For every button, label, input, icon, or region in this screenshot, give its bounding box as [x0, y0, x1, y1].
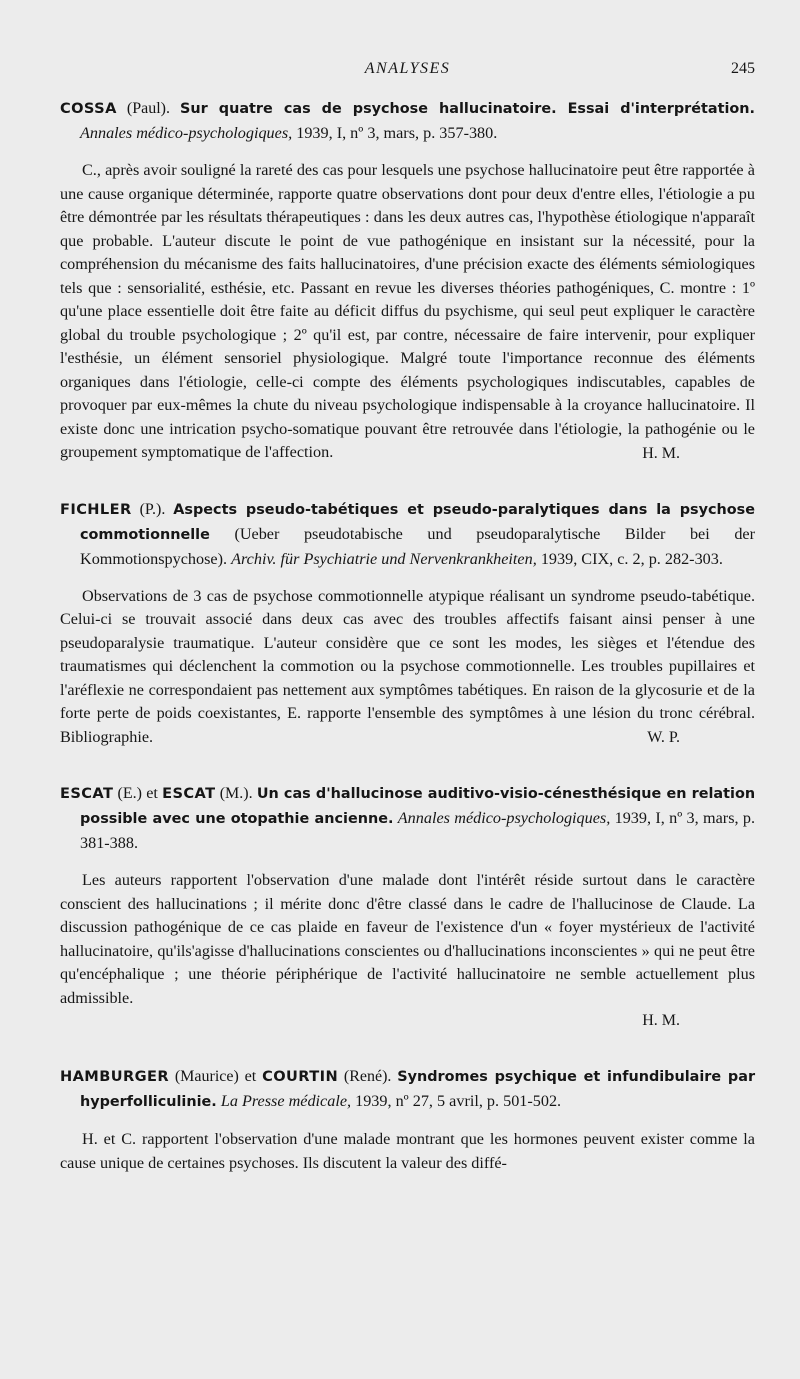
author-name: COURTIN: [262, 1068, 339, 1085]
reference: 1939, CIX, c. 2, p. 282-303.: [540, 549, 723, 568]
review-hamburger: [60, 1064, 755, 1175]
review-summary: H. et C. rapportent l'observation d'une malade montrant que les hormones peuvent exister comme la cause unique de certaines psychoses. Ils discutent la valeur des diffé-: [60, 1130, 755, 1172]
article-title: Un cas d'hallucinose auditivo-visio-cénesthésique en relation possible avec une otopathie ancienne.: [80, 786, 756, 827]
journal-name: Annales médico-psychologiques,: [80, 124, 293, 142]
author-initial: (Maurice): [174, 1068, 239, 1085]
review-summary: Les auteurs rapportent l'observation d'une malade dont l'intérêt réside surtout dans le caractère conscient des hallucinations ; il mérite donc d'être classé dans le cadre de l'hallucinose de Claude. La discussion pathogénique de ce cas plaide en faveur de l'existence d'un « foyer mystérieux de l'activité hallucinatoire, qu'ils'agisse d'hallucinations conscientes ou d'hallucinations inconscientes » qui ne peut être qu'encéphalique ; une théorie périphérique de l'activité hallucinatoire ne semble actuellement plus admissible.: [60, 871, 755, 1007]
review-summary: C., après avoir souligné la rareté des cas pour lesquels une psychose hallucinatoire peut être rapportée à une cause organique déterminée, rapporte quatre observations dont pour deux d'entre elles, l'étiologie a pu être démontrée par les résultats thérapeutiques : dans les deux autres cas, l'hypothèse étiologique n'apparaît que probable. L'auteur discute le point de vue pathogénique en insistant sur la nécessité, pour la compréhension du mécanisme des faits hallucinatoires, d'une précision exacte des éléments sémiologiques tels que : sensorialité, esthésie, etc. Passant en revue les diverses théories pathogéniques, C. montre : 1º qu'une place essentielle doit être faite au déficit diffus du psychisme, qui seul peut expliquer le caractère global du trouble psychologique ; 2º qu'il est, par contre, nécessaire de faire intervenir, pour expliquer l'esthésie, un élément sensoriel physiologique. Malgré toute l'importance reconnue des éléments organiques dans l'étiologie, celle-ci compte des éléments psychologiques indiscutables, capables de provoquer par eux-mêmes la chute du niveau psychologique indispensable à la croyance hallucinatoire. Il existe donc une intrication psycho-somatique pouvant être retrouvée dans l'étiologie, la pathogénie ou le groupement symptomatique de l'affection.: [60, 161, 755, 461]
author-initial: (Paul).: [126, 100, 170, 117]
journal-name: La Presse médicale,: [220, 1092, 352, 1110]
page-number: 245: [731, 60, 755, 77]
article-title: Syndromes psychique et infundibulaire par hyperfolliculinie.: [80, 1069, 756, 1110]
author-initial: (E.): [117, 785, 142, 802]
running-title: ANALYSES: [364, 60, 451, 77]
author-name: COSSA: [60, 100, 117, 117]
author-conjunction: et: [244, 1067, 257, 1085]
reviews-column: [60, 96, 755, 1207]
journal-name: Archiv. für Psychiatrie und Nervenkrankheiten,: [231, 549, 537, 568]
reference: 1939, nº 27, 5 avril, p. 501-502.: [355, 1092, 562, 1110]
reference: 1939, I, nº 3, mars, p. 357-380.: [296, 124, 498, 142]
citation: [60, 781, 755, 855]
author-name: ESCAT: [60, 785, 114, 802]
article-title: Aspects pseudo-tabétiques et pseudo-paralytiques dans la psychose commotionnelle: [80, 501, 755, 543]
reviewer-signature: W. P.: [647, 729, 680, 746]
citation: [60, 96, 755, 145]
author-name: HAMBURGER: [60, 1068, 170, 1085]
reviewer-signature: H. M.: [642, 444, 680, 462]
citation: [60, 1064, 755, 1114]
review-fichler: [60, 497, 755, 750]
reference: 1939, I, nº 3, mars, p. 381-388.: [80, 809, 756, 852]
author-initial: (René).: [343, 1068, 392, 1085]
journal-name: Annales médico-psychologiques,: [397, 809, 611, 827]
review-escat: [60, 781, 755, 1032]
running-head: [60, 60, 755, 84]
review-summary: Observations de 3 cas de psychose commotionnelle atypique réalisant un syndrome pseudo-tabétique. Celui-ci se trouvait associé dans deux cas avec des troubles affectifs faisant ainsi penser à une pseudoparalysie traumatique. L'auteur considère que ce sont les modes, les sièges et l'étendue des traumatismes qui déclenchent la commotion ou la psychose commotionnelle. Les troubles pupillaires et l'aréflexie ne correspondaient pas nettement aux symptômes tabétiques. En raison de la glycosurie et de la forte perte de poids coexistantes, E. rapporte l'ensemble des symptômes à une lésion du tronc cérébral. Bibliographie.: [60, 586, 755, 746]
original-title: (Ueber pseudotabische und pseudoparalytische Bilder bei der Kommotionspychose).: [80, 524, 755, 568]
reviewer-signature: H. M.: [642, 1012, 680, 1029]
citation: [60, 497, 755, 571]
author-conjunction: et: [146, 784, 158, 802]
article-title: Sur quatre cas de psychose hallucinatoire. Essai d'interprétation.: [180, 101, 756, 117]
author-name: ESCAT: [162, 785, 216, 802]
author-initial: (M.).: [219, 785, 253, 802]
author-initial: (P.).: [139, 500, 166, 518]
author-name: FICHLER: [60, 500, 132, 518]
review-cossa: [60, 96, 755, 465]
